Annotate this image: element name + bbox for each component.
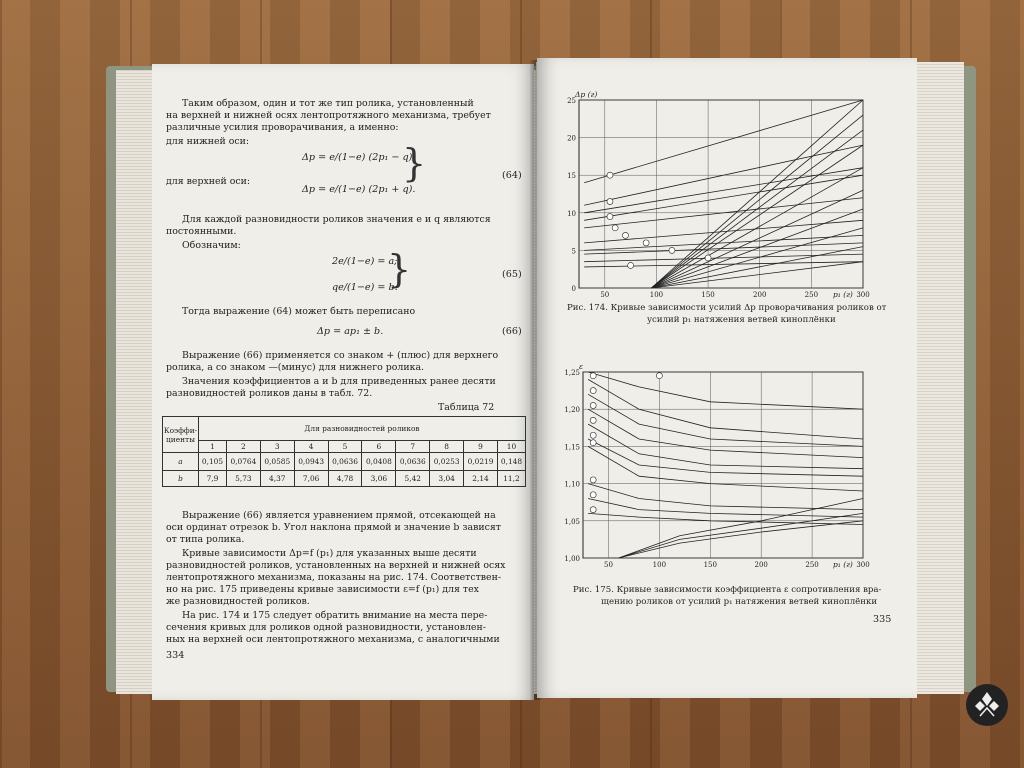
row-label: b <box>163 471 199 487</box>
page-number: 335 <box>873 614 892 625</box>
col-9: 9 <box>464 441 498 453</box>
equation-65-a: 2e/(1−e) = a; <box>332 256 398 267</box>
brace: } <box>402 141 427 185</box>
curve-marker <box>607 214 613 220</box>
curve-marker <box>669 247 675 253</box>
series-line <box>651 100 863 288</box>
table-header-coefficients: Коэффи-циенты <box>163 417 199 453</box>
curve-marker <box>590 477 596 483</box>
paragraph-line: Выражение (66) применяется со знаком + (плюс) для верхнего <box>182 350 499 361</box>
x-tick-label: 200 <box>754 561 768 569</box>
y-tick-label: 1,15 <box>564 443 580 452</box>
paragraph-line: разновидностей роликов, установленных на верхней и нижней осях <box>166 560 506 571</box>
y-tick-label: 20 <box>567 134 576 143</box>
cell: 3,06 <box>362 471 396 487</box>
col-6: 6 <box>362 441 396 453</box>
cell: 7,06 <box>294 471 328 487</box>
y-tick-label: 1,00 <box>564 555 580 563</box>
data-table <box>162 416 526 487</box>
paragraph-line: Для каждой разновидности роликов значения e и q являются <box>182 214 491 225</box>
col-5: 5 <box>328 441 362 453</box>
table-row-a <box>163 453 526 471</box>
y-tick-label: 10 <box>567 209 576 218</box>
series-curve <box>588 446 863 491</box>
curve-marker <box>607 172 613 178</box>
cell: 0,148 <box>497 453 525 471</box>
paragraph-line: Кривые зависимости Δp=f (p₁) для указанных выше десяти <box>182 548 477 559</box>
equation-66: Δp = ap₁ ± b. <box>317 326 384 337</box>
col-8: 8 <box>430 441 464 453</box>
curve-marker <box>590 432 596 438</box>
col-4: 4 <box>294 441 328 453</box>
x-tick-label: 300 <box>856 561 870 569</box>
x-tick-label: 100 <box>649 291 664 299</box>
row-label: a <box>163 453 199 471</box>
x-tick-label: 50 <box>600 291 610 299</box>
right-page <box>537 58 917 698</box>
y-axis-label: ε <box>579 364 584 371</box>
series-curve <box>588 394 863 446</box>
series-line <box>651 168 863 288</box>
col-1: 1 <box>199 441 227 453</box>
x-tick-label: 150 <box>701 291 715 299</box>
y-tick-label: 5 <box>571 247 576 256</box>
paragraph-line: ных на верхней оси лентопротяжного механизма, с аналогичными <box>166 634 500 645</box>
cell: 4,37 <box>260 471 294 487</box>
series-curve <box>619 513 863 558</box>
paragraph-line: Выражение (66) является уравнением прямой, отсекающей на <box>182 510 496 521</box>
left-page <box>152 64 534 700</box>
cell: 0,0219 <box>464 453 498 471</box>
cell: 5,73 <box>226 471 260 487</box>
page-number: 334 <box>166 650 185 661</box>
table-row-b <box>163 471 526 487</box>
y-tick-label: 1,20 <box>564 406 580 415</box>
cell: 0,0585 <box>260 453 294 471</box>
series-curve <box>588 513 863 524</box>
y-tick-label: 1,25 <box>564 369 580 377</box>
series-curve <box>588 409 863 457</box>
x-tick-label: 50 <box>603 561 613 569</box>
paragraph-line: оси ординат отрезок b. Угол наклона прямой и значение b зависят <box>166 522 501 533</box>
col-7: 7 <box>396 441 430 453</box>
curve-marker <box>607 199 613 205</box>
paragraph-line: разновидностей роликов даны в табл. 72. <box>166 388 373 399</box>
paragraph-line: ролика, а со знаком —(минус) для нижнего ролика. <box>166 362 425 373</box>
paragraph-line: различные усилия проворачивания, а именно: <box>166 122 399 133</box>
plot-frame <box>579 100 863 288</box>
x-tick-label: 300 <box>856 291 870 299</box>
curve-marker <box>612 225 618 231</box>
equation-64-lower: Δp = e/(1−e) (2p₁ − q); <box>302 152 416 163</box>
figure-174-caption: Рис. 174. Кривые зависимости усилий Δp проворачивания роликов от <box>567 303 887 313</box>
series-line <box>651 145 863 288</box>
x-axis-label: p₁ (г) <box>833 560 853 569</box>
curve-marker <box>590 388 596 394</box>
figure-175-chart <box>553 364 873 584</box>
paragraph-line: постоянными. <box>166 226 237 237</box>
cell: 4,78 <box>328 471 362 487</box>
x-tick-label: 100 <box>652 561 667 569</box>
series-line <box>584 254 863 262</box>
cell: 0,0943 <box>294 453 328 471</box>
series-line <box>584 262 863 267</box>
x-tick-label: 200 <box>753 291 767 299</box>
cell: 0,0408 <box>362 453 396 471</box>
table-header-group: Для разновидностей роликов <box>199 417 526 441</box>
series-curve <box>588 484 863 510</box>
equation-number-66: (66) <box>502 326 522 337</box>
logo-icon <box>966 684 1008 726</box>
series-line <box>651 209 863 288</box>
x-tick-label: 250 <box>805 561 819 569</box>
col-2: 2 <box>226 441 260 453</box>
curve-marker <box>590 507 596 513</box>
cell: 5,42 <box>396 471 430 487</box>
paragraph-line: но на рис. 175 приведены кривые зависимости ε=f (p₁) для тех <box>166 584 479 595</box>
paragraph-line: Таким образом, один и тот же тип ролика, установленный <box>182 98 474 109</box>
watermark-logo <box>966 684 1008 726</box>
cell: 11,2 <box>497 471 525 487</box>
table-header-row <box>163 441 526 453</box>
cell: 0,0253 <box>430 453 464 471</box>
y-tick-label: 1,05 <box>564 517 580 526</box>
x-tick-label: 250 <box>804 291 819 299</box>
figure-174-chart <box>553 88 873 328</box>
upper-axis-label: для верхней оси: <box>166 176 251 187</box>
curve-marker <box>705 255 711 261</box>
y-axis-label: Δp (г) <box>575 90 598 99</box>
curve-marker <box>590 492 596 498</box>
cell: 0,105 <box>199 453 227 471</box>
series-line <box>584 100 863 183</box>
x-axis-label: p₁ (г) <box>833 290 853 299</box>
equation-64-upper: Δp = e/(1−e) (2p₁ + q). <box>302 184 416 195</box>
cell: 7,9 <box>199 471 227 487</box>
paragraph-line: от типа ролика. <box>166 534 245 545</box>
series-line <box>651 262 863 288</box>
curve-marker <box>643 240 649 246</box>
figure-175-caption-line2: щению роликов от усилий p₁ натяжения ветвей киноплёнки <box>601 597 878 607</box>
y-tick-label: 25 <box>567 97 576 105</box>
col-3: 3 <box>260 441 294 453</box>
equation-number-65: (65) <box>502 269 522 280</box>
series-curve <box>619 521 863 558</box>
figure-175-caption: Рис. 175. Кривые зависимости коэффициента ε сопротивления вра- <box>573 585 882 595</box>
series-line <box>651 190 863 288</box>
equation-number-64: (64) <box>502 170 522 181</box>
curve-marker <box>590 402 596 408</box>
series-line <box>584 175 863 220</box>
curve-marker <box>590 440 596 446</box>
table-title: Таблица 72 <box>438 402 495 413</box>
paragraph-line: на верхней и нижней осях лентопротяжного механизма, требует <box>166 110 491 121</box>
y-tick-label: 0 <box>571 285 576 293</box>
col-10: 10 <box>497 441 525 453</box>
brace: } <box>387 247 412 291</box>
cell: 0,0636 <box>328 453 362 471</box>
y-tick-label: 15 <box>567 172 576 181</box>
cell: 3,04 <box>430 471 464 487</box>
curve-marker <box>590 417 596 423</box>
paragraph-line: Тогда выражение (64) может быть переписано <box>182 306 416 317</box>
series-line <box>651 247 863 288</box>
curve-marker <box>590 373 596 379</box>
equation-65-b: qe/(1−e) = b. <box>332 282 398 293</box>
figure-174-caption-line2: усилий p₁ натяжения ветвей киноплёнки <box>647 315 836 325</box>
y-tick-label: 1,10 <box>564 480 580 489</box>
paragraph-line: же разновидностей роликов. <box>166 596 310 607</box>
paragraph-line: Обозначим: <box>182 240 241 251</box>
paragraph-line: Значения коэффициентов a и b для приведенных ранее десяти <box>182 376 496 387</box>
x-tick-label: 150 <box>703 561 717 569</box>
curve-marker <box>628 262 634 268</box>
series-line <box>584 168 863 213</box>
paragraph-line: На рис. 174 и 175 следует обратить внимание на места пере- <box>182 610 488 621</box>
curve-marker <box>656 373 662 379</box>
cell: 0,0636 <box>396 453 430 471</box>
paragraph-line: сечения кривых для роликов одной разновидности, установлен- <box>166 622 486 633</box>
cell: 0,0764 <box>226 453 260 471</box>
paragraph-line: для нижней оси: <box>166 136 250 147</box>
cell: 2,14 <box>464 471 498 487</box>
curve-marker <box>622 232 628 238</box>
paragraph-line: лентопротяжного механизма, показаны на рис. 174. Соответствен- <box>166 572 502 583</box>
